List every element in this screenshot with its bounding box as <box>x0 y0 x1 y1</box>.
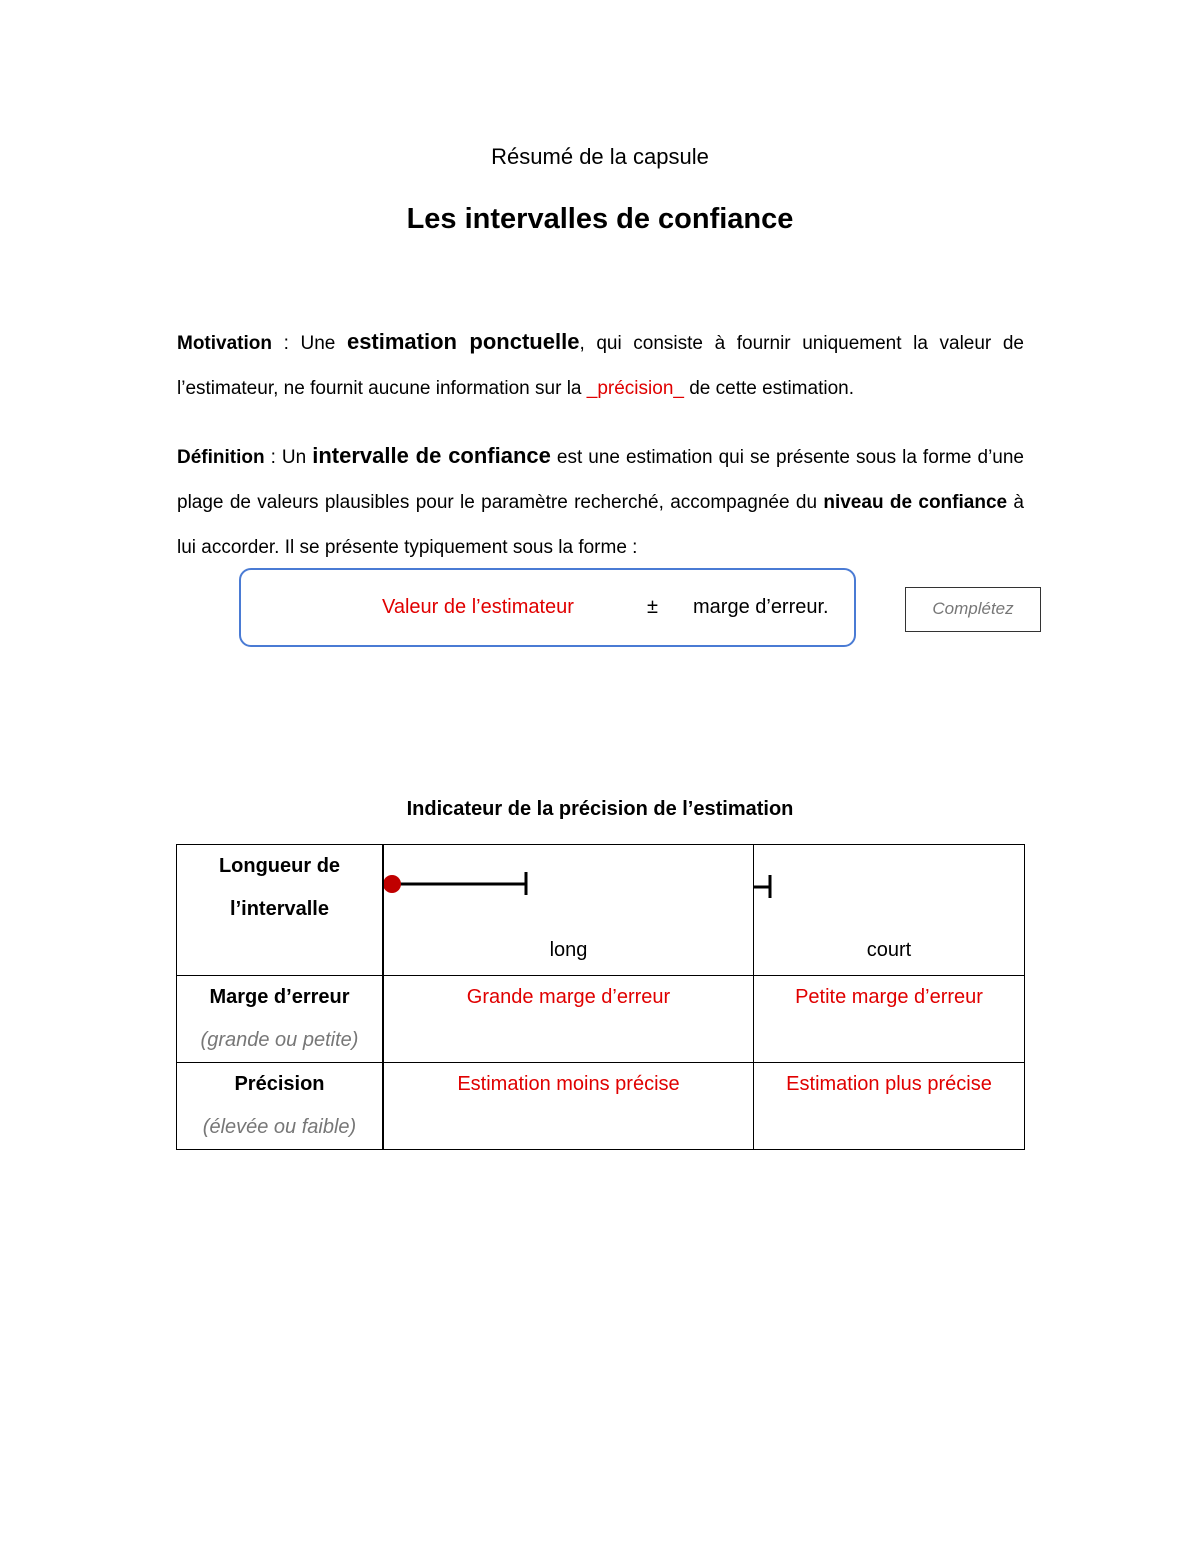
motivation-paragraph <box>177 319 1024 411</box>
precision-header: Précision <box>234 1073 325 1095</box>
court-label: court <box>866 939 912 961</box>
precision-long-answer: Estimation moins précise <box>383 1063 754 1150</box>
long-interval-graphic <box>384 845 753 925</box>
formula-value: Valeur de l’estimateur <box>382 596 574 618</box>
margin-long-answer: Grande marge d’erreur <box>383 976 754 1063</box>
margin-hint: (grande ou petite) <box>200 1029 359 1051</box>
formula-margin: marge d’erreur. <box>693 596 829 618</box>
precision-hint: (élevée ou faible) <box>202 1116 357 1138</box>
length-header-line2: l’intervalle <box>230 898 329 920</box>
short-interval-cell <box>754 845 1025 976</box>
definition-text2: à lui accorder. Il se présente typiquement sous la forme : <box>177 492 1024 558</box>
length-header-line1: Longueur de <box>218 855 341 877</box>
motivation-sep: : Une <box>272 333 347 354</box>
long-interval-cell <box>383 845 754 976</box>
motivation-text1: , qui consiste à fournir uniquement la valeur de l’estimateur, ne fournit aucune information sur la <box>177 333 1024 399</box>
precision-table <box>176 844 1025 1150</box>
row-header-length <box>177 845 384 976</box>
table-row-margin <box>177 976 1025 1063</box>
definition-term2: niveau de confiance <box>823 492 1008 513</box>
definition-text1: est une estimation qui se présente sous la forme d’une plage de valeurs plausibles pour le paramètre recherché, accompagnée du <box>177 447 1024 513</box>
margin-court-answer: Petite marge d’erreur <box>754 976 1025 1063</box>
definition-sep: : Un <box>264 447 313 468</box>
motivation-text2: de cette estimation. <box>683 378 854 399</box>
precision-blank: _précision_ <box>586 378 684 399</box>
table-row-length <box>177 845 1025 976</box>
document-subtitle: Résumé de la capsule <box>491 144 709 169</box>
document-title: Les intervalles de confiance <box>406 203 794 235</box>
table-row-precision <box>177 1063 1025 1150</box>
definition-label: Définition <box>177 447 265 468</box>
row-header-precision <box>177 1063 384 1150</box>
long-label: long <box>549 939 588 961</box>
table-caption: Indicateur de la précision de l’estimation <box>406 798 794 820</box>
margin-header: Marge d’erreur <box>209 986 350 1008</box>
formula-plusminus: ± <box>647 596 658 618</box>
definition-paragraph <box>177 433 1024 570</box>
motivation-term: estimation ponctuelle <box>346 329 580 354</box>
definition-term: intervalle de confiance <box>312 443 551 468</box>
short-interval-graphic <box>754 845 1024 925</box>
precision-court-answer: Estimation plus précise <box>754 1063 1025 1150</box>
row-header-margin <box>177 976 384 1063</box>
motivation-label: Motivation <box>177 333 272 354</box>
complete-box: Complétez <box>905 587 1041 632</box>
